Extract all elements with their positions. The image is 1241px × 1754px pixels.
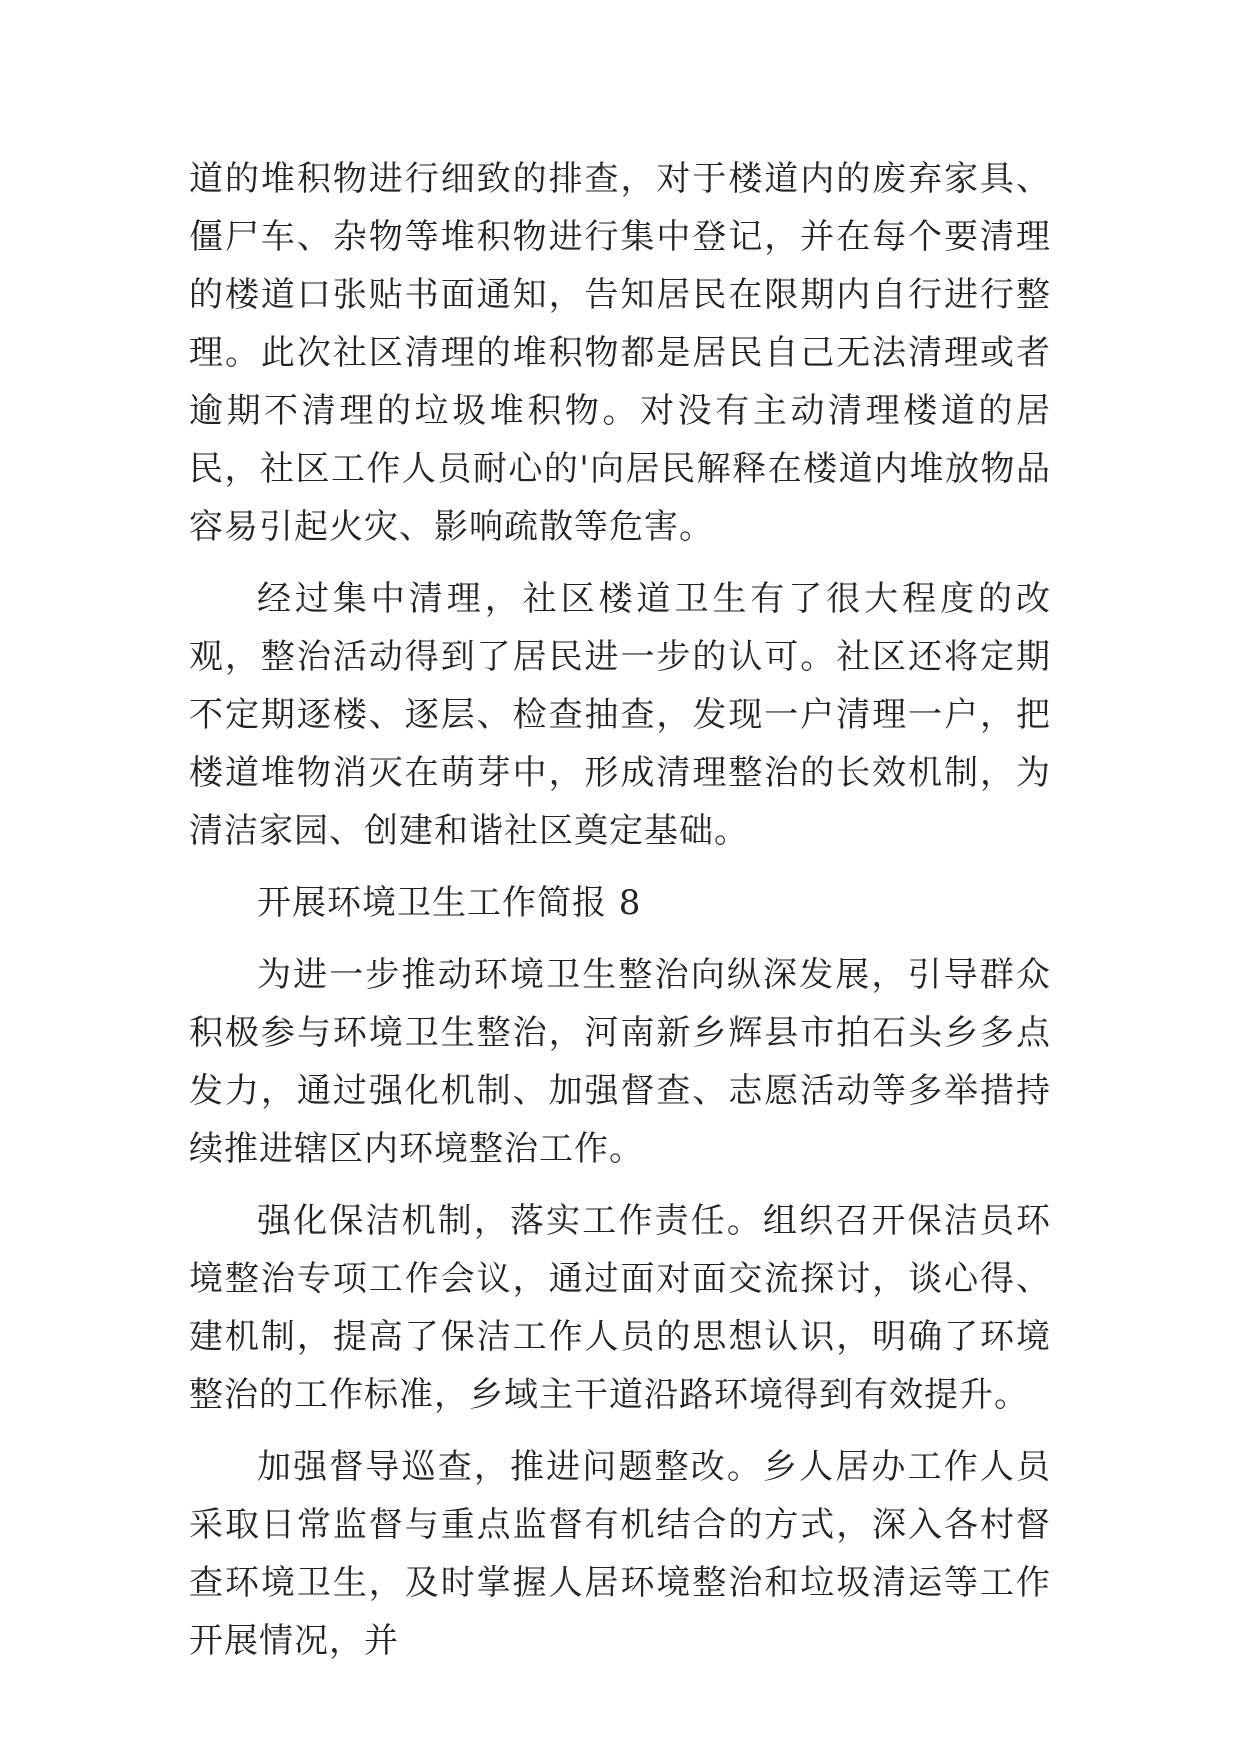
paragraph-1: 道的堆积物进行细致的排查，对于楼道内的废弃家具、僵尸车、杂物等堆积物进行集中登记，并在每个要清理的楼道口张贴书面通知，告知居民在限期内自行进行整理。此次社区清理的堆积物都是居民自己无法清理或者逾期不清理的垃圾堆积物。对没有主动清理楼道的居民，社区工作人员耐心的'向居民解释在楼道内堆放物品容易引起火灾、影响疏散等危害。 — [189, 159, 1051, 547]
paragraph-3: 为进一步推动环境卫生整治向纵深发展，引导群众积极参与环境卫生整治，河南新乡辉县市拍石头乡多点发力，通过强化机制、加强督查、志愿活动等多举措持续推进辖区内环境整治工作。 — [189, 955, 1051, 1169]
paragraph-4: 强化保洁机制，落实工作责任。组织召开保洁员环境整治专项工作会议，通过面对面交流探讨，谈心得、建机制，提高了保洁工作人员的思想认识，明确了环境整治的工作标准，乡域主干道沿路环境得到有效提升。 — [189, 1201, 1051, 1415]
paragraph-2: 经过集中清理，社区楼道卫生有了很大程度的改观，整治活动得到了居民进一步的认可。社区还将定期不定期逐楼、逐层、检查抽查，发现一户清理一户，把楼道堆物消灭在萌芽中，形成清理整治的长效机制，为清洁家园、创建和谐社区奠定基础。 — [189, 579, 1051, 851]
section-heading: 开展环境卫生工作简报 8 — [257, 883, 642, 923]
paragraph-5: 加强督导巡查，推进问题整改。乡人居办工作人员采取日常监督与重点监督有机结合的方式，深入各村督查环境卫生，及时掌握人居环境整治和垃圾清运等工作开展情况，并 — [189, 1447, 1051, 1661]
document-body — [189, 150, 1051, 1670]
